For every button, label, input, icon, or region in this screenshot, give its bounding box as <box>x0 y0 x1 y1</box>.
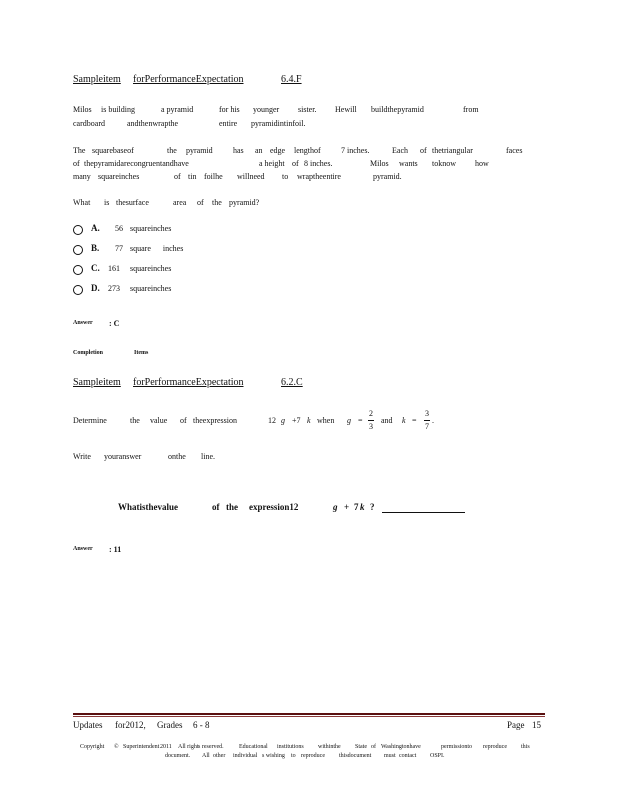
word: +7 <box>292 416 301 425</box>
word: Write <box>73 452 91 461</box>
word: how <box>475 159 489 168</box>
word: is <box>104 198 110 207</box>
radio-circle-icon[interactable] <box>73 265 83 275</box>
var-k: k <box>307 416 311 425</box>
section1-heading-left: Sampleitem <box>73 74 121 85</box>
option-unit: squareinches <box>130 264 172 273</box>
word: and <box>381 416 393 425</box>
option-letter: B. <box>91 243 100 253</box>
word: a pyramid <box>161 105 194 114</box>
word: Milos <box>73 105 92 114</box>
word: entire <box>219 119 238 128</box>
footer-grade-range: 6 - 8 <box>193 720 210 730</box>
answer-blank-line[interactable] <box>382 512 465 513</box>
word: lengthof <box>294 146 321 155</box>
footer-page-number: 15 <box>532 720 541 730</box>
word: edge <box>270 146 286 155</box>
footer-rule-bottom <box>73 716 545 717</box>
word: thepyramidarecongruentandhave <box>84 159 189 168</box>
word: value <box>150 416 168 425</box>
footer-year: for2012, <box>115 720 146 730</box>
word: many <box>73 172 91 181</box>
word: pyramid? <box>229 198 260 207</box>
footer-page-label: Page <box>507 720 525 730</box>
word: other <box>213 753 226 759</box>
word: thetriangular <box>432 146 473 155</box>
word: must <box>384 753 396 759</box>
word: Milos <box>370 159 389 168</box>
word: Superintendent <box>123 744 160 750</box>
word: an <box>255 146 263 155</box>
section1-heading-code: 6.4.F <box>281 74 302 85</box>
word: 12 <box>268 416 276 425</box>
word: from <box>463 105 479 114</box>
word: for his <box>219 105 240 114</box>
option-unit: squareinches <box>130 224 172 233</box>
option-value: 273 <box>108 284 120 293</box>
word: toknow <box>432 159 456 168</box>
word: wraptheentire <box>297 172 341 181</box>
word: of <box>174 172 181 181</box>
word: pyramid. <box>373 172 402 181</box>
word: s wishing <box>262 753 285 759</box>
word: of <box>371 744 376 750</box>
option-value: 161 <box>108 264 120 273</box>
footer-grades: Grades <box>157 720 183 730</box>
word: The <box>73 146 86 155</box>
word: to <box>282 172 289 181</box>
word: has <box>233 146 244 155</box>
word: Each <box>392 146 408 155</box>
option-letter: D. <box>91 283 100 293</box>
option-unit: squareinches <box>130 284 172 293</box>
word: withinthe <box>318 744 341 750</box>
word: the <box>226 502 238 512</box>
option-letter: C. <box>91 263 100 273</box>
word: All right <box>178 744 199 750</box>
word: permissionto <box>441 744 472 750</box>
answer-value: : C <box>109 319 120 328</box>
word: the <box>212 198 222 207</box>
word: What <box>73 198 91 207</box>
word: expression12 <box>249 502 299 512</box>
word: of <box>197 198 204 207</box>
radio-circle-icon[interactable] <box>73 285 83 295</box>
word: Washingtonhave <box>381 744 421 750</box>
completion-label: Completion <box>73 350 103 356</box>
word: tin <box>188 172 197 181</box>
radio-circle-icon[interactable] <box>73 245 83 255</box>
section2-heading-left: Sampleitem <box>73 377 121 388</box>
word: is building <box>101 105 136 114</box>
word: squareinches <box>98 172 140 181</box>
option-letter: A. <box>91 223 100 233</box>
word: to <box>291 753 296 759</box>
word: buildthepyramid <box>371 105 424 114</box>
option-value: 77 <box>115 244 123 253</box>
word: © <box>114 744 119 750</box>
word: Copyright <box>80 744 105 750</box>
word: 8 inches. <box>304 159 333 168</box>
word: 7 inches. <box>341 146 370 155</box>
word: wants <box>399 159 418 168</box>
word: cardboard <box>73 119 105 128</box>
word: Determine <box>73 416 107 425</box>
section2-heading-code: 6.2.C <box>281 377 303 388</box>
word: individual <box>233 753 258 759</box>
word: Whatisthevalue <box>118 502 179 512</box>
word: squarebaseof <box>92 146 134 155</box>
var-k: k <box>360 502 365 512</box>
word: line. <box>201 452 215 461</box>
var-g: g <box>281 416 285 425</box>
frac-g-bar <box>368 420 374 421</box>
word: the <box>130 416 140 425</box>
word: thisdocument <box>339 753 372 759</box>
word: State <box>355 744 367 750</box>
equals: = <box>412 416 417 425</box>
word: foilhe <box>204 172 223 181</box>
option-value: 56 <box>115 224 123 233</box>
frac-k-bar <box>424 420 430 421</box>
word: onthe <box>168 452 186 461</box>
plus: + <box>344 502 350 512</box>
word: Educational <box>239 744 268 750</box>
word: area <box>173 198 187 207</box>
word: of <box>73 159 80 168</box>
word: the <box>167 146 177 155</box>
var-g: g <box>333 502 338 512</box>
var-k: k <box>402 416 406 425</box>
word: willneed <box>237 172 265 181</box>
word: 2011 <box>160 744 172 750</box>
word: of <box>180 416 187 425</box>
word: Hewill <box>335 105 357 114</box>
word: younger <box>253 105 280 114</box>
equals: = <box>358 416 363 425</box>
word: faces <box>506 146 523 155</box>
word: reproduce <box>483 744 507 750</box>
radio-circle-icon[interactable] <box>73 225 83 235</box>
answer-value: : 11 <box>109 545 122 554</box>
section2-heading-mid: forPerformanceExpectation <box>133 377 244 388</box>
word: contact <box>399 753 417 759</box>
frac-g-num: 2 <box>369 409 373 418</box>
word: this <box>521 744 530 750</box>
word: of <box>420 146 427 155</box>
var-g: g <box>347 416 351 425</box>
frac-k-den: 7 <box>425 422 429 431</box>
word: reproduce <box>301 753 325 759</box>
word: institutions <box>277 744 304 750</box>
word: youranswer <box>104 452 142 461</box>
footer-rule-top <box>73 713 545 715</box>
word: s reserved. <box>198 744 224 750</box>
word: pyramidintinfoil. <box>251 119 306 128</box>
word: of <box>212 502 220 512</box>
word: sister. <box>298 105 317 114</box>
seven: 7 <box>354 502 359 512</box>
word: thesurface <box>116 198 149 207</box>
word: document. <box>165 753 191 759</box>
answer-label: Answer <box>73 320 93 326</box>
option-unit: square inches <box>130 244 184 253</box>
section1-heading-mid: forPerformanceExpectation <box>133 74 244 85</box>
frac-k-num: 3 <box>425 409 429 418</box>
word: pyramid <box>186 146 213 155</box>
word: when <box>317 416 335 425</box>
footer-updates: Updates <box>73 720 103 730</box>
word: a height <box>259 159 285 168</box>
word: of <box>292 159 299 168</box>
word: andthenwrapthe <box>127 119 179 128</box>
word: theexpression <box>193 416 237 425</box>
period: . <box>432 416 434 425</box>
word: All <box>202 753 210 759</box>
word: OSPI. <box>430 753 445 759</box>
completion-items-label: Items <box>134 350 149 356</box>
answer-label: Answer <box>73 546 93 552</box>
frac-g-den: 3 <box>369 422 373 431</box>
question-mark: ? <box>370 502 375 512</box>
